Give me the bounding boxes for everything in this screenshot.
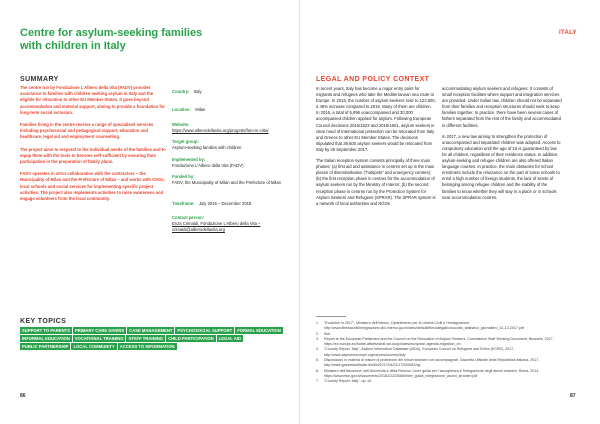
- footnote-number: 1.: [316, 321, 319, 325]
- info-label: Country:: [172, 89, 190, 94]
- summary-paragraph: The project aims to respond to the individual needs of the families and to equip them with the tools to become self-sufficient by ensuring their participation in the preparation of family plans.: [20, 146, 166, 165]
- summary-paragraph: FADV operates in strict collaboration with the contractors – the Municipality of Milan and the Prefecture of Milan – and works with CSOs, local schools and social services for implementing specific project activities. The project also implements activities to raise awareness and engage volunteers from the local community.: [20, 171, 165, 202]
- legal-column-2: [442, 86, 562, 206]
- info-label: Timeframe:: [172, 200, 195, 206]
- country-tag: ITALY: [559, 30, 577, 36]
- summary-paragraph: The centre run by Fondazione L'Albero della Vita (FADV) provides assistance to families with children seeking asylum in Italy and the eligible for relocation to other EU Member States. It goes beyond accommodation and material support, aiming to provide a foundation for long-term social inclusion.: [20, 85, 165, 115]
- footnote: [316, 321, 580, 332]
- info-website: [172, 122, 282, 134]
- page-title: Centre for asylum-seeking families with children in Italy: [20, 27, 203, 52]
- info-label: Location:: [172, 107, 191, 112]
- page-gutter: [299, 0, 300, 424]
- topic-tag: SUPPORT TO PARENTS: [22, 328, 71, 333]
- summary-heading: SUMMARY: [20, 76, 59, 83]
- topic-tag: INFORMAL EDUCATION: [22, 336, 70, 341]
- contact-link[interactable]: Enza Crimaldi, Fondazione L'Albero della Vita – crimaldi@alberodellavita.org: [172, 221, 261, 232]
- footnote: [316, 369, 580, 380]
- info-label: Target group:: [172, 139, 199, 144]
- topic-tag: LEGAL AID: [218, 336, 241, 341]
- footnote-text: "Country Report: Italy", Asylum Information Database (AIDA), European Council on Refugees and Exiles (ECRE), 2017, http://www.asylumineurope.org/reports/country/italy: [324, 347, 515, 357]
- info-funded-by: [172, 174, 282, 186]
- footnote-text: "Evolution in 2017", Ministero dell'Interno, Dipartimento per le Libertà Civili e l'Immigrazione, http://www.libertaciviliimmigrazione.dlci.interno.gov.it/sites/default/files/allegati/cruscotto_statistico_giornaliero_31-12-2017.pdf: [324, 321, 524, 331]
- legal-policy-heading: LEGAL AND POLICY CONTEXT: [316, 76, 430, 83]
- info-timeframe: [172, 192, 282, 210]
- footnote-number: 2.: [316, 331, 319, 336]
- info-country: [172, 80, 282, 98]
- topic-tag: LOCAL COMMUNITY: [73, 344, 115, 349]
- page-number-right: 87: [570, 393, 576, 399]
- legal-paragraph: In 2017, a new law aiming to strengthen the protection of unaccompanied and separated children was adopted. Access to compulsory education until the age of 16 is guaranteed by law for all children, regardless of their residence status. In addition, asylum-seeking and refugee children are also offered Italian language courses. In practice, the main obstacles for school enrolment include the reluctance on the part of some schools to enrol a high number of foreign students, the lack of sense of belonging among refugee children and the inability of the families to know whether they will stay in a place or in schools near accommodation centres.: [442, 133, 561, 200]
- info-label: Funded by:: [172, 174, 195, 179]
- footnote-text: Report to the European Parliament and the Council on the Relocation of Asylum Seekers, Commission Staff Working Document, Brussels, 2017, https://ec.europa.eu/home-affairs/what-we-do/policies/european-agenda-migration_en: [324, 336, 554, 347]
- info-contact: [172, 215, 282, 233]
- info-value: Fondazione L'Albero della Vita (FADV): [172, 162, 244, 168]
- topic-tag: PUBLIC PARTNERSHIP: [22, 344, 69, 349]
- summary-column: [20, 85, 168, 208]
- topic-tag: VOCATIONAL TRAINING: [74, 336, 124, 341]
- info-value: Asylum-seeking families with children: [172, 145, 242, 150]
- project-info-column: [172, 80, 282, 239]
- footnote: [316, 358, 580, 369]
- info-label: Contact person:: [172, 215, 205, 220]
- footnote-number: 3.: [316, 336, 319, 341]
- footnote-text: Ministero dell'Istruzione, dell'Università e della Ricerca, Linee guida per l'accoglienza e l'integrazione degli alunni stranieri, Roma, 2014, https://www.miur.gov.it/documents/20182/2223566/linee_guida_integrazione_alunni_stranieri.pdf: [324, 368, 540, 378]
- footnote-number: 6.: [316, 368, 319, 373]
- footnote: [316, 347, 580, 358]
- footnote: [316, 379, 580, 384]
- topic-tag: STAFF TRAINING: [128, 336, 164, 341]
- website-link[interactable]: https://www.alberodellavita.org/progetto/faro-in-citta/: [172, 127, 269, 133]
- footnote-text: "Country Report: Italy", op. cit.: [324, 379, 373, 384]
- info-value: Italy: [193, 89, 202, 94]
- info-value: Milan: [195, 107, 206, 112]
- info-label: Website:: [172, 121, 190, 127]
- footnote-text: Ibid.: [324, 331, 331, 336]
- topic-tag: PRIMARY CARE GIVERS: [75, 328, 125, 333]
- info-value: July 2016 – December 2018: [198, 200, 252, 206]
- topic-tag: CASE MANAGEMENT: [129, 328, 173, 333]
- topic-tag: FORMAL EDUCATION: [237, 328, 281, 333]
- footnote-number: 5.: [316, 358, 319, 363]
- footnote: [316, 337, 580, 348]
- legal-paragraph: The Italian reception system consists principally of three main phases: (a) first aid and assistance in centres set up in the main places of disembarkation ("hotspots" and emergency centres); (b) the first reception phase in centres for the accommodation of asylum seekers run by the Ministry of Interior; (b) the second reception phase in centres run by the Protection System for Asylum Seekers and Refugees (SPRAR). The SPRAR system is a network of local authorities and NGOs: [316, 158, 436, 206]
- info-value: FADV, the Municipality of Milan and the Prefecture of Milan: [172, 180, 282, 185]
- key-topics-list: [20, 327, 290, 350]
- info-label: Implemented by:: [172, 156, 206, 162]
- page-number-left: 86: [20, 393, 26, 399]
- legal-column-1: [316, 86, 436, 212]
- info-location: [172, 98, 282, 116]
- legal-paragraph: accommodating asylum seekers and refugees. It consists of small reception facilities where support and integration services are provided. Under Italian law, children should not be separated from their families and reception structures should seek to keep families together. In practice, there have been several cases of fathers separated from the rest of the family and accommodated in different facilities.: [442, 86, 562, 128]
- topic-tag: ACCESS TO INFORMATION: [119, 344, 175, 349]
- info-implemented-by: [172, 157, 282, 169]
- legal-paragraph: In recent years, Italy has become a major entry point for migrants and refugees who take the Mediterranean sea route to Europe. In 2016, the number of asylum-seekers rose to 123,600, a 49% increase compared to 2015. Many of them are children. In 2016, a total of 5,996 unaccompanied and 30,000 accompanied children applied for asylum. Following European Council decisions 2015/1523 and 2015/1601, asylum seekers in clear need of international protection can be relocated from Italy and Greece to other EU Member States. The decisions stipulated that 39,600 asylum seekers would be relocated from Italy by 26 September 2017.: [316, 86, 436, 152]
- footnote-text: Disposizioni in materia di misure di protezione dei minori stranieri non accompagnati, Gazzetta Ufficiale della Repubblica Italiana, 2017, http://www.gazzettaufficiale.it/eli/id/2017/04/21/17G00062/sg: [324, 358, 540, 368]
- topic-tag: CHILD PARTICIPATION: [168, 336, 214, 341]
- footnote-number: 4.: [316, 347, 319, 352]
- info-target-group: [172, 139, 282, 151]
- summary-paragraph: Families living in the centre receive a range of specialised services including psychosocial and pedagogical support, education and healthcare, legal aid and employment counselling.: [20, 122, 154, 140]
- footnote-number: 7.: [316, 379, 319, 384]
- footnote-divider: [316, 316, 346, 317]
- topic-tag: PSYCHOSOCIAL SUPPORT: [177, 328, 233, 333]
- footnotes: [316, 321, 580, 385]
- key-topics-heading: KEY TOPICS: [20, 318, 67, 325]
